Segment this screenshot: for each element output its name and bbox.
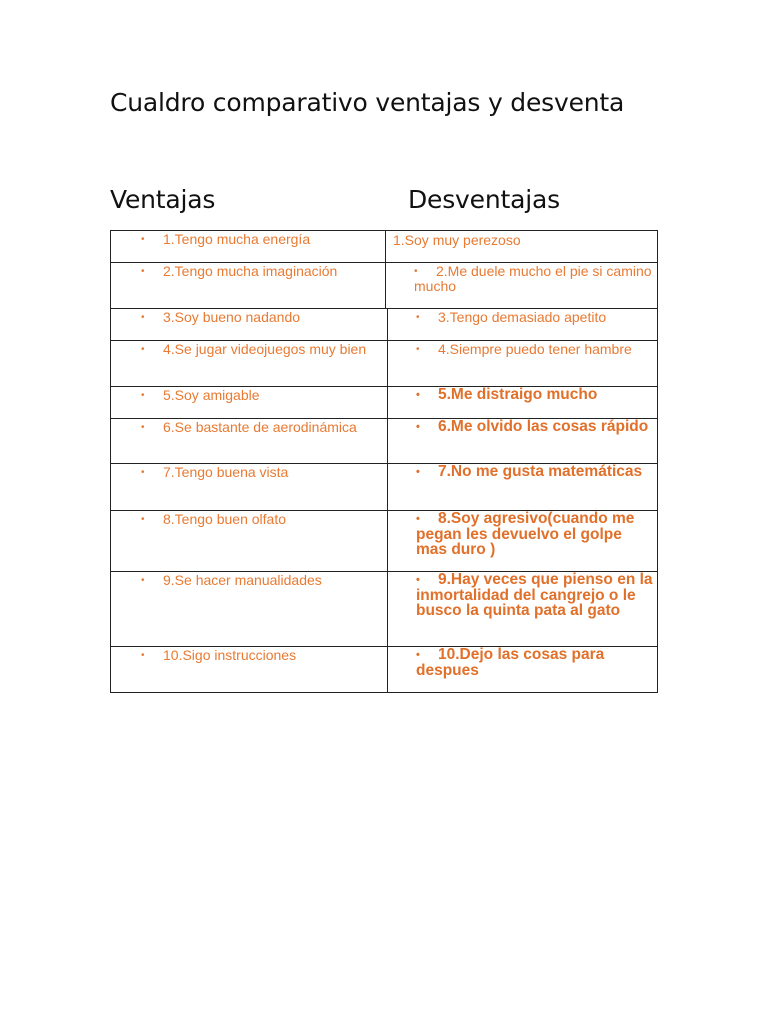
desventaja-cell [387, 510, 658, 572]
bullet-icon: • [141, 467, 145, 478]
table-row [110, 386, 658, 419]
desventaja-label: 4.Siempre puedo tener hambre [438, 341, 632, 357]
table-row [110, 230, 658, 263]
desventaja-label: 9.Hay veces que pienso en la inmortalidad del cangrejo o le busco la quinta pata al gato [416, 571, 653, 619]
column-header-desventajas: Desventajas [408, 185, 560, 214]
bullet-icon: • [141, 312, 145, 323]
ventaja-text [141, 512, 373, 527]
ventaja-label: 8.Tengo buen olfato [163, 511, 286, 527]
bullet-icon: • [141, 422, 145, 433]
ventaja-text [141, 342, 373, 357]
desventaja-text [416, 342, 656, 357]
ventaja-text [141, 264, 373, 279]
ventaja-label: 4.Se jugar videojuegos muy bien [163, 341, 367, 357]
bullet-icon: • [141, 575, 145, 586]
desventaja-cell [387, 646, 658, 693]
desventaja-text [393, 233, 633, 247]
desventaja-text [416, 310, 656, 325]
bullet-icon: • [416, 649, 420, 661]
ventaja-text [141, 310, 373, 325]
desventaja-label: 1.Soy muy perezoso [393, 232, 521, 248]
ventaja-label: 5.Soy amigable [163, 387, 260, 403]
table-row [110, 418, 658, 464]
ventaja-cell [110, 262, 385, 309]
bullet-icon: • [416, 312, 420, 323]
ventaja-cell [110, 571, 387, 647]
desventaja-text [416, 419, 656, 435]
table-row [110, 262, 658, 309]
table-row [110, 571, 658, 647]
bullet-icon: • [141, 514, 145, 525]
table-row [110, 646, 658, 693]
desventaja-cell [387, 386, 658, 419]
ventaja-cell [110, 340, 387, 387]
desventaja-text [416, 387, 656, 403]
ventaja-cell [110, 308, 387, 341]
ventaja-text [141, 648, 373, 663]
desventaja-label: 8.Soy agresivo(cuando me pegan les devuelvo el golpe mas duro ) [416, 510, 635, 558]
desventaja-text [414, 264, 654, 293]
ventaja-cell [110, 386, 387, 419]
ventaja-label: 3.Soy bueno nadando [163, 309, 301, 325]
desventaja-text [416, 464, 656, 480]
desventaja-cell [387, 308, 658, 341]
desventaja-cell [385, 262, 658, 309]
ventaja-text [141, 420, 373, 435]
desventaja-cell [387, 463, 658, 511]
bullet-icon: • [141, 344, 145, 355]
desventaja-cell [387, 418, 658, 464]
ventaja-label: 1.Tengo mucha energía [163, 231, 311, 247]
desventaja-text [416, 511, 656, 557]
bullet-icon: • [416, 466, 420, 478]
bullet-icon: • [416, 421, 420, 433]
table-row [110, 340, 658, 387]
table-row [110, 463, 658, 511]
desventaja-label: 10.Dejo las cosas para despues [416, 646, 605, 679]
ventaja-label: 2.Tengo mucha imaginación [163, 263, 338, 279]
ventaja-cell [110, 418, 387, 464]
ventaja-text [141, 573, 373, 588]
ventaja-text [141, 232, 373, 247]
desventaja-text [416, 572, 656, 618]
desventaja-cell [387, 571, 658, 647]
ventaja-label: 9.Se hacer manualidades [163, 572, 322, 588]
ventaja-cell [110, 646, 387, 693]
desventaja-label: 3.Tengo demasiado apetito [438, 309, 607, 325]
document-title: Cualdro comparativo ventajas y desventa [110, 88, 625, 117]
ventaja-label: 10.Sigo instrucciones [163, 647, 297, 663]
bullet-icon: • [416, 389, 420, 401]
column-header-ventajas: Ventajas [110, 185, 216, 214]
ventaja-label: 6.Se bastante de aerodinámica [163, 419, 357, 435]
bullet-icon: • [141, 266, 145, 277]
bullet-icon: • [416, 574, 420, 586]
ventaja-cell [110, 230, 385, 263]
table-row [110, 510, 658, 572]
desventaja-label: 2.Me duele mucho el pie si camino mucho [414, 263, 652, 294]
ventaja-cell [110, 463, 387, 511]
ventaja-label: 7.Tengo buena vista [163, 464, 289, 480]
ventaja-text [141, 465, 373, 480]
desventaja-cell [387, 340, 658, 387]
bullet-icon: • [141, 234, 145, 245]
bullet-icon: • [141, 390, 145, 401]
desventaja-label: 7.No me gusta matemáticas [438, 463, 643, 480]
desventaja-text [416, 647, 656, 678]
bullet-icon: • [416, 513, 420, 525]
ventaja-cell [110, 510, 387, 572]
table-row [110, 308, 658, 341]
desventaja-cell [385, 230, 658, 263]
bullet-icon: • [416, 344, 420, 355]
ventaja-text [141, 388, 373, 403]
bullet-icon: • [141, 650, 145, 661]
desventaja-label: 5.Me distraigo mucho [438, 386, 598, 403]
desventaja-label: 6.Me olvido las cosas rápido [438, 418, 649, 435]
bullet-icon: • [414, 266, 418, 277]
